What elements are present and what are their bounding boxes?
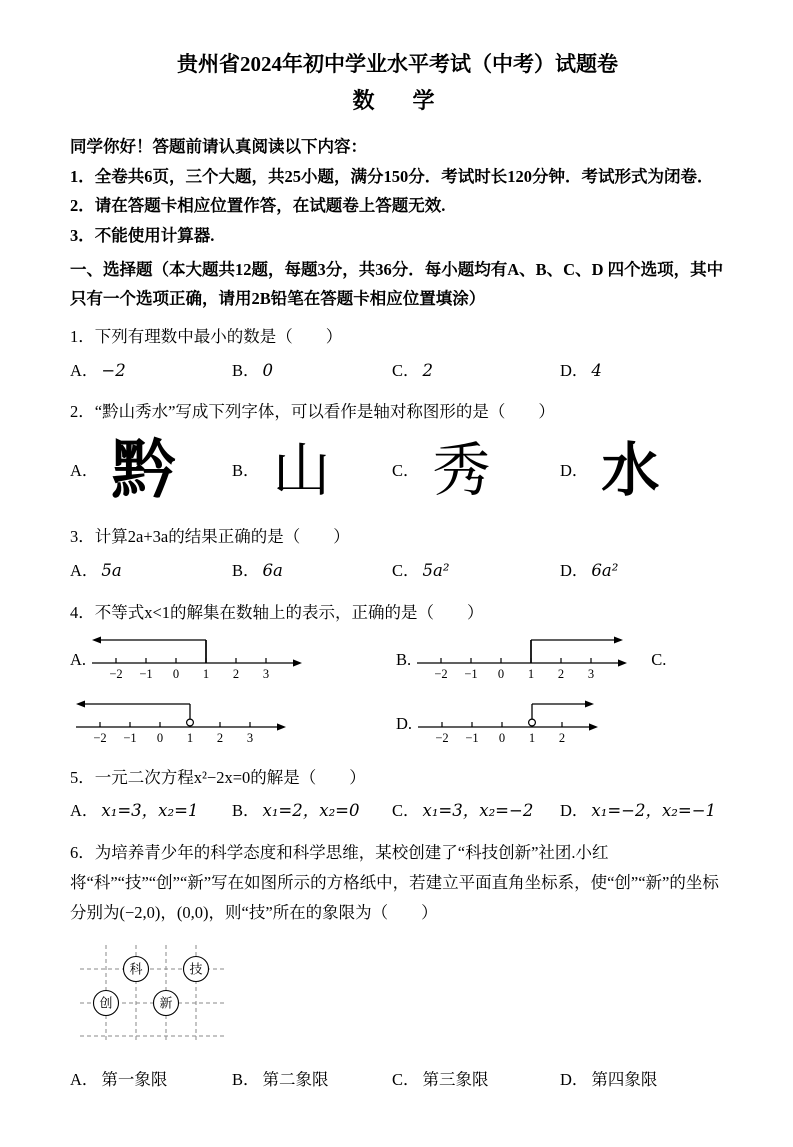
option-label: B． (232, 360, 260, 380)
svg-text:3: 3 (246, 731, 254, 746)
question-5-options (70, 796, 725, 826)
option-value: 5a² (422, 561, 450, 581)
exam-title: 贵州省2024年初中学业水平考试（中考）试题卷 (177, 52, 618, 76)
svg-text:1: 1 (528, 731, 536, 746)
svg-text:0: 0 (172, 667, 180, 682)
svg-text:−1: −1 (123, 731, 137, 746)
question-5-stem: 5．一元二次方程x²−2x=0的解是（ ） (70, 767, 366, 787)
q6-option-d (560, 1065, 725, 1095)
option-label: C． (392, 460, 420, 480)
question-3-options (70, 556, 725, 586)
svg-text:新: 新 (159, 995, 173, 1011)
instructions-greeting: 同学你好！答题前请认真阅读以下内容： (70, 136, 367, 156)
question-1-options (70, 356, 725, 386)
option-label: B． (232, 801, 260, 821)
section-1-heading: 一、选择题（本大题共12题，每题3分，共36分．每小题均有A、B、C、D 四个选项，其中只有一个选项正确，请用2B铅笔在答题卡相应位置填涂） (70, 259, 724, 309)
instruction-rule-3: 3．不能使用计算器. (70, 226, 215, 246)
option-value: x₁=3，x₂=−2 (422, 801, 534, 821)
question-3-stem: 3．计算2a+3a的结果正确的是（ ） (70, 527, 350, 547)
option-label-c: C. (651, 650, 667, 670)
option-label: B． (232, 561, 260, 581)
calligraphy-char-xiu: 秀 (432, 436, 491, 505)
option-label: B． (232, 460, 260, 480)
svg-text:1: 1 (528, 667, 535, 682)
svg-text:2: 2 (232, 667, 240, 682)
option-label: D． (560, 1069, 589, 1089)
svg-text:−2: −2 (435, 731, 449, 746)
q6-option-a (70, 1065, 232, 1095)
svg-text:1: 1 (202, 667, 210, 682)
option-value: 第四象限 (591, 1069, 658, 1089)
calligraphy-char-shan: 山 (272, 436, 331, 505)
question-2-options (70, 433, 725, 509)
option-label: C． (392, 561, 420, 581)
q3-option-c (392, 556, 560, 586)
numberline-figure-c (74, 693, 288, 755)
q3-option-b (232, 556, 392, 586)
q2-option-b (232, 436, 392, 505)
option-value: 第一象限 (101, 1069, 168, 1089)
svg-text:2: 2 (216, 731, 224, 746)
svg-text:−1: −1 (139, 667, 153, 682)
option-value: 6a² (591, 561, 619, 581)
option-label: A． (70, 1069, 99, 1089)
question-1 (70, 322, 725, 385)
q6-option-b (232, 1065, 392, 1095)
option-label: A． (70, 561, 99, 581)
option-label: A． (70, 460, 99, 480)
option-value: x₁=−2，x₂=−1 (591, 801, 717, 821)
option-label-a: A. (70, 650, 87, 670)
option-value: 6a (262, 561, 283, 581)
option-label: D． (560, 460, 589, 480)
q5-option-b (232, 796, 392, 826)
option-label: A． (70, 801, 99, 821)
numberline-row-2 (70, 693, 725, 755)
svg-text:2: 2 (558, 667, 565, 682)
svg-text:0: 0 (498, 667, 505, 682)
question-2-stem: 2．“黔山秀水”写成下列字体，可以看作是轴对称图形的是（ ） (70, 402, 555, 422)
svg-text:0: 0 (498, 731, 506, 746)
instruction-rule-1: 1．全卷共6页，三个大题，共25小题，满分150分．考试时长120分钟．考试形式为闭卷． (70, 166, 714, 186)
q1-option-a (70, 356, 232, 386)
option-label: D． (560, 561, 589, 581)
q6-grid-figure (76, 941, 725, 1055)
option-value: 2 (422, 360, 434, 380)
option-value: 第三象限 (422, 1069, 489, 1089)
question-6 (70, 838, 725, 1094)
q3-option-a (70, 556, 232, 586)
question-5 (70, 763, 725, 826)
numberline-figure-b (415, 629, 629, 691)
option-value: 第二象限 (262, 1069, 329, 1089)
option-value: x₁=3，x₂=1 (101, 801, 199, 821)
svg-text:0: 0 (156, 731, 164, 746)
option-value: −2 (101, 360, 126, 380)
svg-text:−1: −1 (464, 667, 478, 682)
svg-text:2: 2 (558, 731, 566, 746)
svg-text:科: 科 (129, 961, 143, 977)
option-label: C． (392, 801, 420, 821)
option-label-b: B. (396, 650, 412, 670)
option-label-d: D. (396, 714, 413, 734)
option-value: x₁=2，x₂=0 (262, 801, 360, 821)
q3-option-d (560, 556, 725, 586)
option-value: 5a (101, 561, 122, 581)
q5-option-d (560, 796, 725, 826)
option-label: A． (70, 360, 99, 380)
option-label: B． (232, 1069, 260, 1089)
q2-option-c (392, 436, 560, 505)
svg-text:3: 3 (588, 667, 595, 682)
option-label: C． (392, 360, 420, 380)
option-label: D． (560, 360, 589, 380)
svg-text:−1: −1 (465, 731, 479, 746)
svg-text:3: 3 (262, 667, 270, 682)
numberline-figure-a (90, 629, 304, 691)
exam-subject: 数 学 (352, 88, 443, 114)
question-4 (70, 598, 725, 755)
question-2 (70, 397, 725, 509)
question-6-options (70, 1065, 725, 1095)
instruction-rule-2: 2．请在答题卡相应位置作答，在试题卷上答题无效. (70, 196, 446, 216)
question-3 (70, 522, 725, 585)
exam-instructions (70, 132, 725, 251)
calligraphy-char-shui: 水 (601, 436, 660, 505)
option-value: 4 (591, 360, 602, 380)
q2-option-d (560, 436, 725, 505)
option-value: 0 (262, 360, 274, 380)
svg-text:−2: −2 (109, 667, 123, 682)
q1-option-d (560, 356, 725, 386)
q1-option-b (232, 356, 392, 386)
question-6-stem: 6．为培养青少年的科学态度和科学思维，某校创建了“科技创新”社团.小红将“科”“技”“创”“新”写在如图所示的方格纸中，若建立平面直角坐标系，使“创”“新”的坐标分别为(−2,0)，(0,0)，则“技”所在的象限为（ ） (70, 843, 719, 922)
svg-text:技: 技 (189, 961, 203, 977)
question-4-stem: 4．不等式x<1的解集在数轴上的表示，正确的是（ ） (70, 602, 484, 622)
question-1-stem: 1．下列有理数中最小的数是（ ） (70, 327, 343, 347)
q2-option-a (70, 433, 232, 509)
q5-option-a (70, 796, 232, 826)
svg-text:−2: −2 (434, 667, 448, 682)
svg-text:−2: −2 (93, 731, 107, 746)
svg-text:创: 创 (99, 995, 113, 1011)
option-label: C． (392, 1069, 420, 1089)
q5-option-c (392, 796, 560, 826)
q6-option-c (392, 1065, 560, 1095)
numberline-figure-d (416, 693, 600, 755)
svg-text:1: 1 (186, 731, 194, 746)
option-label: D． (560, 801, 589, 821)
q1-option-c (392, 356, 560, 386)
calligraphy-char-qian: 黔 (111, 433, 176, 509)
numberline-row-1 (70, 629, 725, 691)
